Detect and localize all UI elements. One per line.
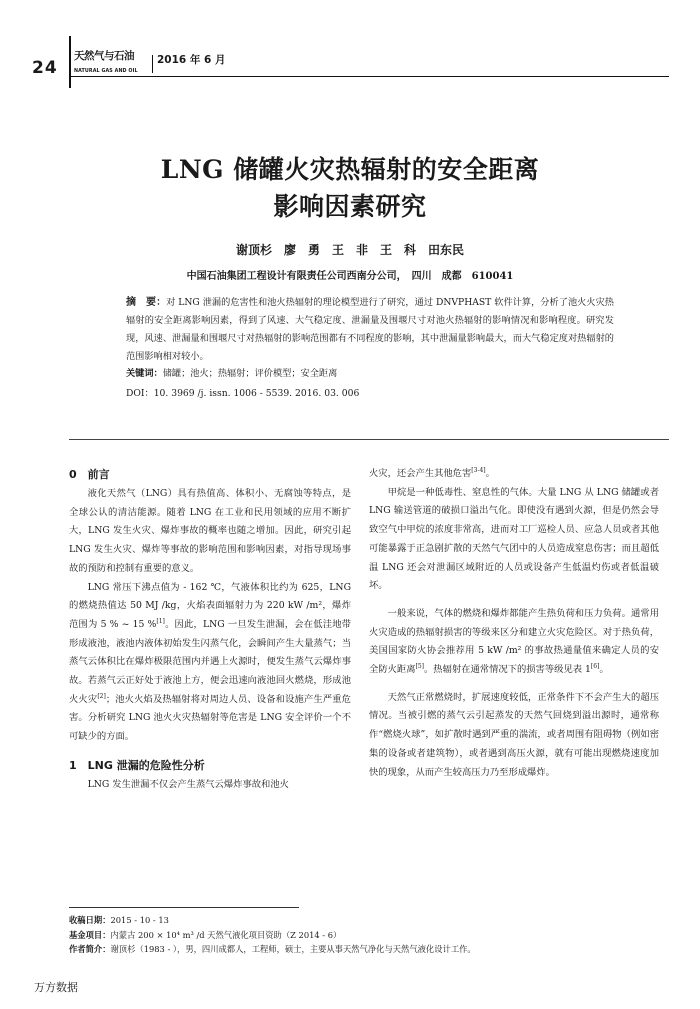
watermark: 万方数据 <box>34 981 78 994</box>
section-1-paragraph: LNG 发生泄漏不仅会产生蒸气云爆炸事故和池火 <box>87 778 289 790</box>
doi: DOI：10. 3969 /j. issn. 1006 - 5539. 2016. 03. 006 <box>126 388 360 399</box>
footnote-rule <box>69 907 299 908</box>
journal-name-en: NATURAL GAS AND OIL <box>74 69 138 74</box>
abstract-divider <box>69 439 669 440</box>
footnotes <box>69 913 669 957</box>
keywords <box>126 365 614 383</box>
abstract-label: 摘 要： <box>126 297 167 308</box>
author-list: 谢顶杉 廖 勇 王 非 王 科 田东民 <box>235 243 464 257</box>
fund-info: 基金项目：内蒙古 200 × 10⁴ m³ /d 天然气液化项目资助（Z 2014 - 6） <box>69 929 342 940</box>
section-0-heading: 0 前言 <box>69 468 110 481</box>
citation-ref: [5] <box>415 662 424 670</box>
page-number: 24 <box>32 58 58 78</box>
right-paragraph-2: 甲烷是一种低毒性、窒息性的气体。大量 LNG 从 LNG 储罐或者 LNG 输送管道的破损口溢出气化。即使没有遇到火源，但是仍然会导致空气中甲烷的浓度非常高，进而对工厂巡检人员、应急人员或者其他可能暴露于正急剧扩散的天然气气团中的人员造成窒息伤害；而且超低温 LNG 还会对泄漏区域附近的人员或设备产生低温灼伤或者低温破坏。 <box>369 486 659 592</box>
issue-date: 2016 年 6 月 <box>157 54 226 66</box>
left-column <box>69 465 351 795</box>
keywords-label: 关键词： <box>126 368 163 379</box>
author-bio: 作者简介：谢顶杉（1983 - ），男，四川成都人，工程师，硕士，主要从事天然气净化与天然气液化设计工作。 <box>69 944 476 954</box>
keywords-text: 储罐；池火；热辐射；评价模型；安全距离 <box>162 368 338 379</box>
citation-ref: [1] <box>156 617 165 625</box>
header-separator <box>152 55 153 73</box>
right-paragraph-4: 天然气正常燃烧时，扩展速度较低，正常条件下不会产生大的超压情况。当被引燃的蒸气云引起蒸发的天然气回烧到溢出源时，通常称作“燃烧火球”，如扩散时遇到严重的湍流，或者周围有阻碍物（例如密集的设备或者建筑物），或者遇到高压火源，就有可能出现燃烧速度加快的现象，从而产生较高压力乃至形成爆炸。 <box>369 691 659 778</box>
paper-title-line2: 影响因素研究 <box>273 192 427 221</box>
header-vertical-rule <box>69 36 71 88</box>
journal-name-cn: 天然气与石油 <box>74 50 134 62</box>
abstract <box>126 294 614 366</box>
section-1-heading: 1 LNG 泄漏的危险性分析 <box>69 758 205 772</box>
citation-ref: [3-4] <box>471 466 486 474</box>
citation-ref: [6] <box>590 662 600 670</box>
paper-title-line1: LNG 储罐火灾热辐射的安全距离 <box>160 155 540 184</box>
abstract-text: 对 LNG 泄漏的危害性和池火热辐射的理论模型进行了研究，通过 DNVPHAST 软件计算，分析了池火火灾热辐射的安全距离影响因素，得到了风速、大气稳定度、泄漏量及围堰尺寸对池火热辐射的影响情况和影响程度。研究发现，风速、泄漏量和围堰尺寸对热辐射的影响范围都有不同程度的影响，其中泄漏量影响最大，而大气稳定度对热辐射的范围影响相对较小。 <box>126 297 614 362</box>
intro-paragraph-1: 液化天然气（LNG）具有热值高、体积小、无腐蚀等特点，是全球公认的清洁能源。随着 LNG 在工业和民用领域的应用不断扩大，LNG 发生火灾、爆炸事故的概率也随之增加。因此，研究引起 LNG 发生火灾、爆炸等事故的影响范围和影响因素，对指导现场事故的预防和控制有重要的意义。 <box>69 488 351 574</box>
right-paragraph-3: 一般来说，气体的燃烧和爆炸都能产生热负荷和压力负荷。通常用火灾造成的热辐射损害的等级来区分和建立火灾危险区。对于热负荷，美国国家防火协会推荐用 5 kW /m² 的事故热通量值来确定人员的安全防火距离[5]。热辐射在通常情况下的损害等级见表 1[6]。 <box>369 607 659 676</box>
intro-paragraph-2: LNG 常压下沸点值为 - 162 ℃，气液体积比约为 625，LNG 的燃烧热值达 50 MJ /kg，火焰表面辐射力为 220 kW /m²，爆炸范围为 5 % ~ 15 %[1]。因此，LNG 一旦发生泄漏，会在低洼地带形成液池，液池内液体初始发生闪蒸气化，会瞬间产生大量蒸气；当蒸气云体积比在爆炸极限范围内并遇上火源时，便发生蒸气云爆炸事故。若蒸气云正好处于液池上方，便会迅速向液池回火燃烧，形成池火火灾[2]；池火火焰及热辐射将对周边人员、设备和设施产生严重危害。分析研究 LNG 池火火灾热辐射等危害是 LNG 安全评价一个不可缺少的方面。 <box>69 581 351 743</box>
right-column <box>369 465 659 782</box>
citation-ref: [2] <box>97 692 106 700</box>
received-date: 收稿日期：2015 - 10 - 13 <box>69 915 169 925</box>
right-paragraph-1: 火灾，还会产生其他危害[3-4]。 <box>369 466 495 479</box>
header-rule <box>69 76 669 77</box>
affiliation: 中国石油集团工程设计有限责任公司西南分公司， 四川 成都 610041 <box>186 271 514 282</box>
